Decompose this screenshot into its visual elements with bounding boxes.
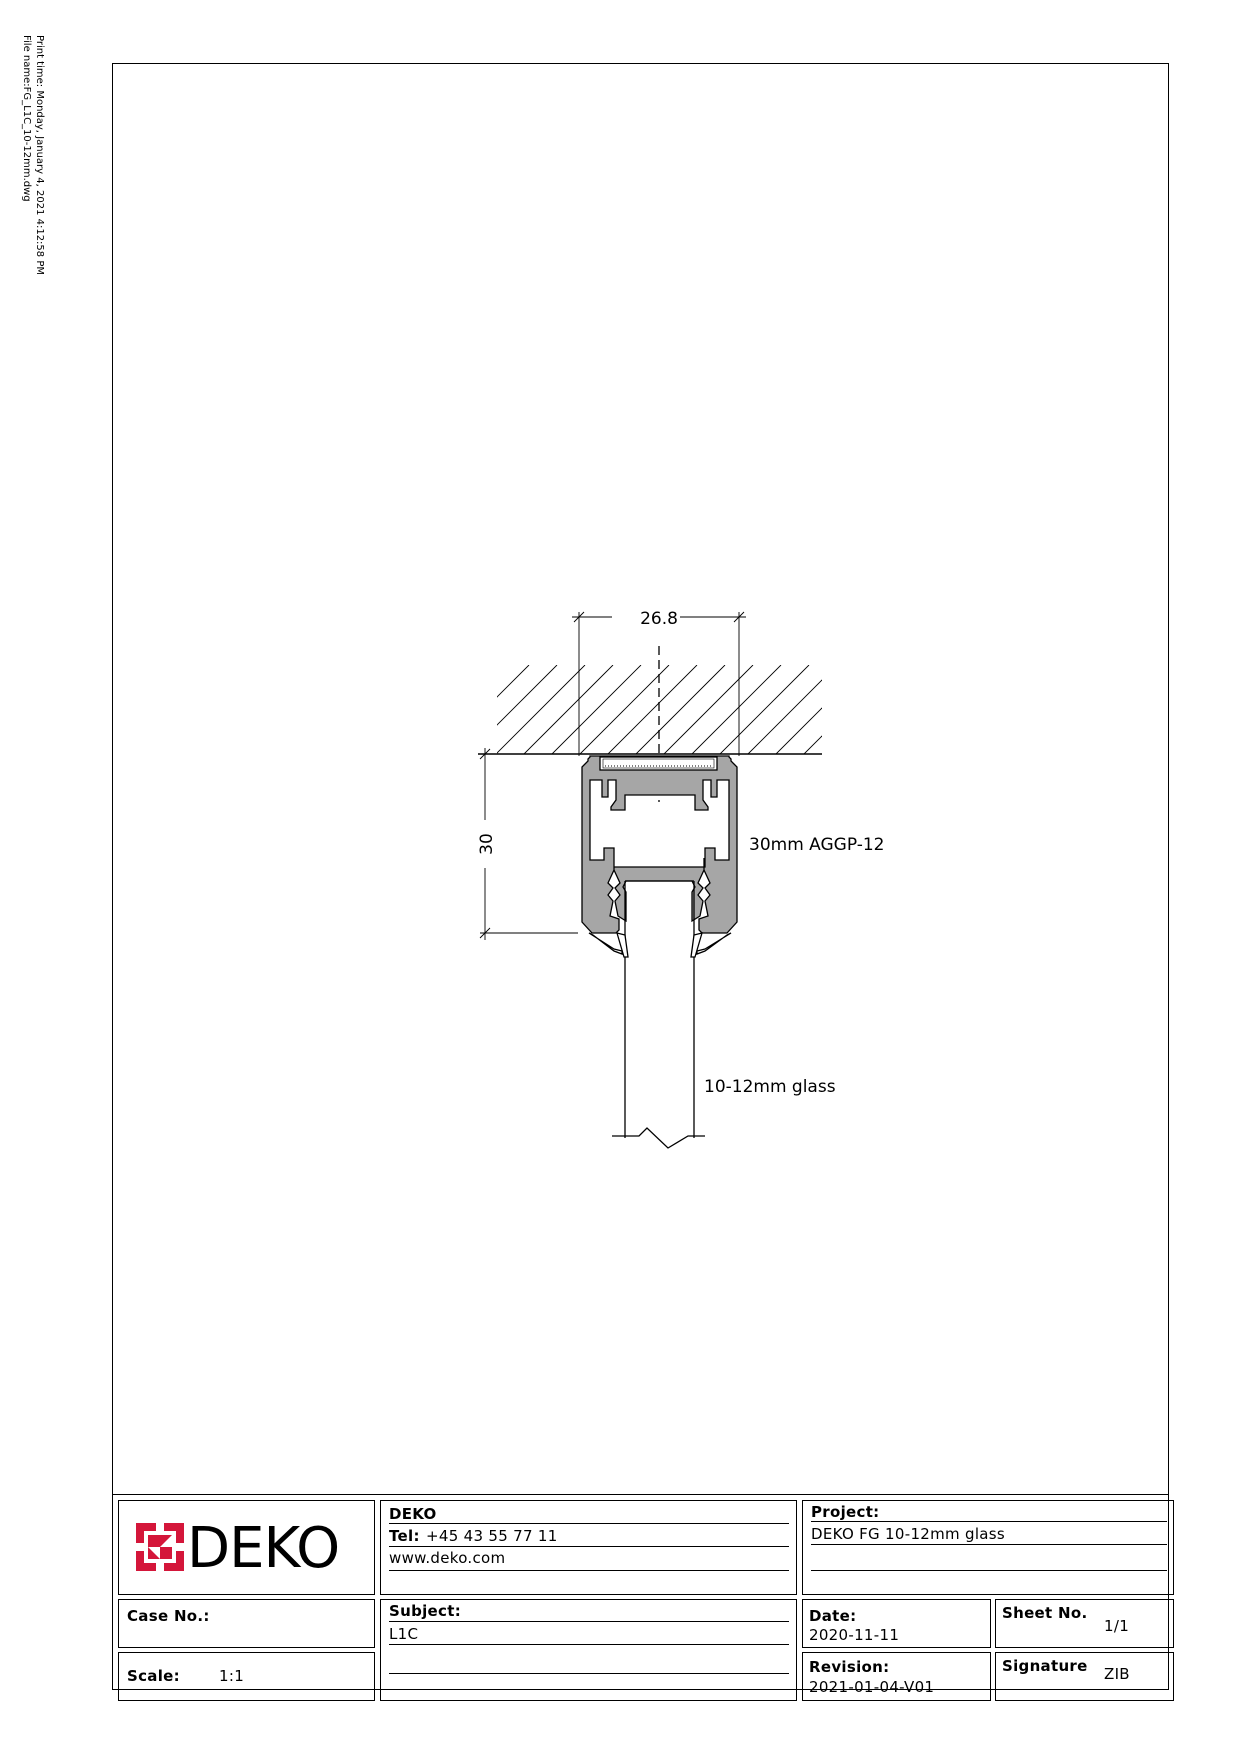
- project-cell: [802, 1500, 1174, 1595]
- rule: [389, 1523, 789, 1524]
- revision-value: 2021-01-04-V01: [809, 1678, 935, 1696]
- ceiling-hatch: [440, 665, 893, 754]
- file-name: File name:FG_L1C_10-12mm.dwg: [21, 35, 32, 202]
- sheet-no-cell: [995, 1599, 1174, 1648]
- website-link[interactable]: www.deko.com: [389, 1549, 506, 1567]
- logo-text: DEKO: [187, 1516, 340, 1581]
- case-no-label: Case No.:: [127, 1607, 210, 1625]
- project-label: Project:: [811, 1503, 880, 1521]
- deko-logo-icon: [136, 1523, 184, 1571]
- company-name: DEKO: [389, 1505, 437, 1523]
- rule: [389, 1673, 789, 1674]
- project-value: DEKO FG 10-12mm glass: [811, 1525, 1006, 1543]
- signature-label: Signature: [1002, 1657, 1088, 1675]
- aluminium-profile: [582, 756, 737, 933]
- signature-cell: [995, 1652, 1174, 1701]
- glass-label: 10-12mm glass: [704, 1077, 836, 1097]
- company-cell: [380, 1500, 797, 1595]
- subject-value: L1C: [389, 1625, 419, 1643]
- signature-value: ZIB: [1104, 1665, 1130, 1683]
- print-time: Print time: Monday, January 4, 2021 4:12:58 PM: [34, 35, 45, 275]
- clamp-lips: [589, 933, 731, 957]
- sheet-no-value: 1/1: [1104, 1617, 1130, 1635]
- date-value: 2020-11-11: [809, 1626, 900, 1644]
- revision-label: Revision:: [809, 1658, 890, 1676]
- logo-cell: [118, 1500, 375, 1595]
- revision-cell: [802, 1652, 991, 1701]
- rule: [389, 1546, 789, 1547]
- scale-label: Scale:: [127, 1667, 180, 1685]
- sheet-no-label: Sheet No.: [1002, 1604, 1088, 1622]
- rule: [811, 1521, 1167, 1522]
- case-no-cell: [118, 1599, 375, 1648]
- rule: [389, 1570, 789, 1571]
- date-label: Date:: [809, 1607, 857, 1625]
- scale-cell: [118, 1652, 375, 1701]
- rule: [811, 1544, 1167, 1545]
- subject-cell: [380, 1599, 797, 1701]
- scale-value: 1:1: [219, 1667, 245, 1685]
- gasket-strip: [600, 757, 717, 770]
- subject-label: Subject:: [389, 1602, 461, 1620]
- dim-width-label: 26.8: [640, 609, 678, 629]
- tel-value: +45 43 55 77 11: [426, 1527, 558, 1545]
- profile-label: 30mm AGGP-12: [749, 835, 885, 855]
- rule: [389, 1644, 789, 1645]
- date-cell: [802, 1599, 991, 1648]
- rule: [389, 1621, 789, 1622]
- rule: [811, 1570, 1167, 1571]
- dim-height-label: 30: [477, 833, 497, 855]
- tel-label: Tel:: [389, 1527, 420, 1545]
- title-block-top-line: [112, 1494, 1169, 1495]
